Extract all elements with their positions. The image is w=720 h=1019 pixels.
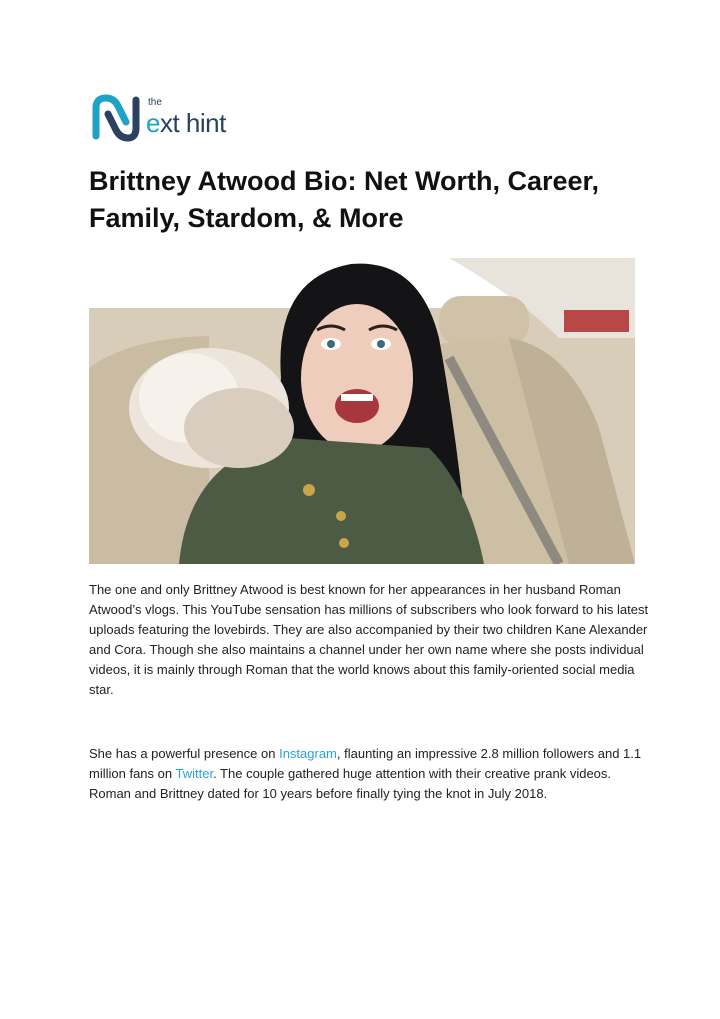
article-paragraph-1: The one and only Brittney Atwood is best known for her appearances in her husband Roman Atwood’s vlogs. This YouTube sensation has millions of subscribers who look forward to his latest uploads featuring the lovebirds. They are also accompanied by their two children Kane Alexander and Cora. Though she also maintains a channel under her own name where she posts individual videos, it is mainly through Roman that the world knows about this family-oriented social media star. bbox=[89, 582, 649, 697]
n-logo-icon bbox=[90, 92, 142, 142]
paragraph-text: , flaunting an impressive 2.8 million followers and 1.1 million fans on bbox=[89, 746, 642, 781]
logo-wordmark: ext hint bbox=[146, 108, 226, 138]
twitter-link[interactable]: Twitter bbox=[175, 766, 214, 781]
logo-small-text: the bbox=[148, 97, 162, 108]
article-title: Brittney Atwood Bio: Net Worth, Career, Family, Stardom, & More bbox=[89, 166, 600, 233]
instagram-link[interactable]: Instagram bbox=[279, 746, 337, 761]
paragraph-text: She has a powerful presence on bbox=[89, 746, 280, 761]
article-image bbox=[89, 258, 635, 564]
article-paragraph-2 bbox=[89, 744, 649, 804]
site-logo[interactable] bbox=[90, 92, 256, 142]
paragraph-text: . The couple gathered huge attention with their creative prank videos. Roman and Brittney dated for 10 years before finally tying the knot in July 2018. bbox=[89, 766, 612, 801]
